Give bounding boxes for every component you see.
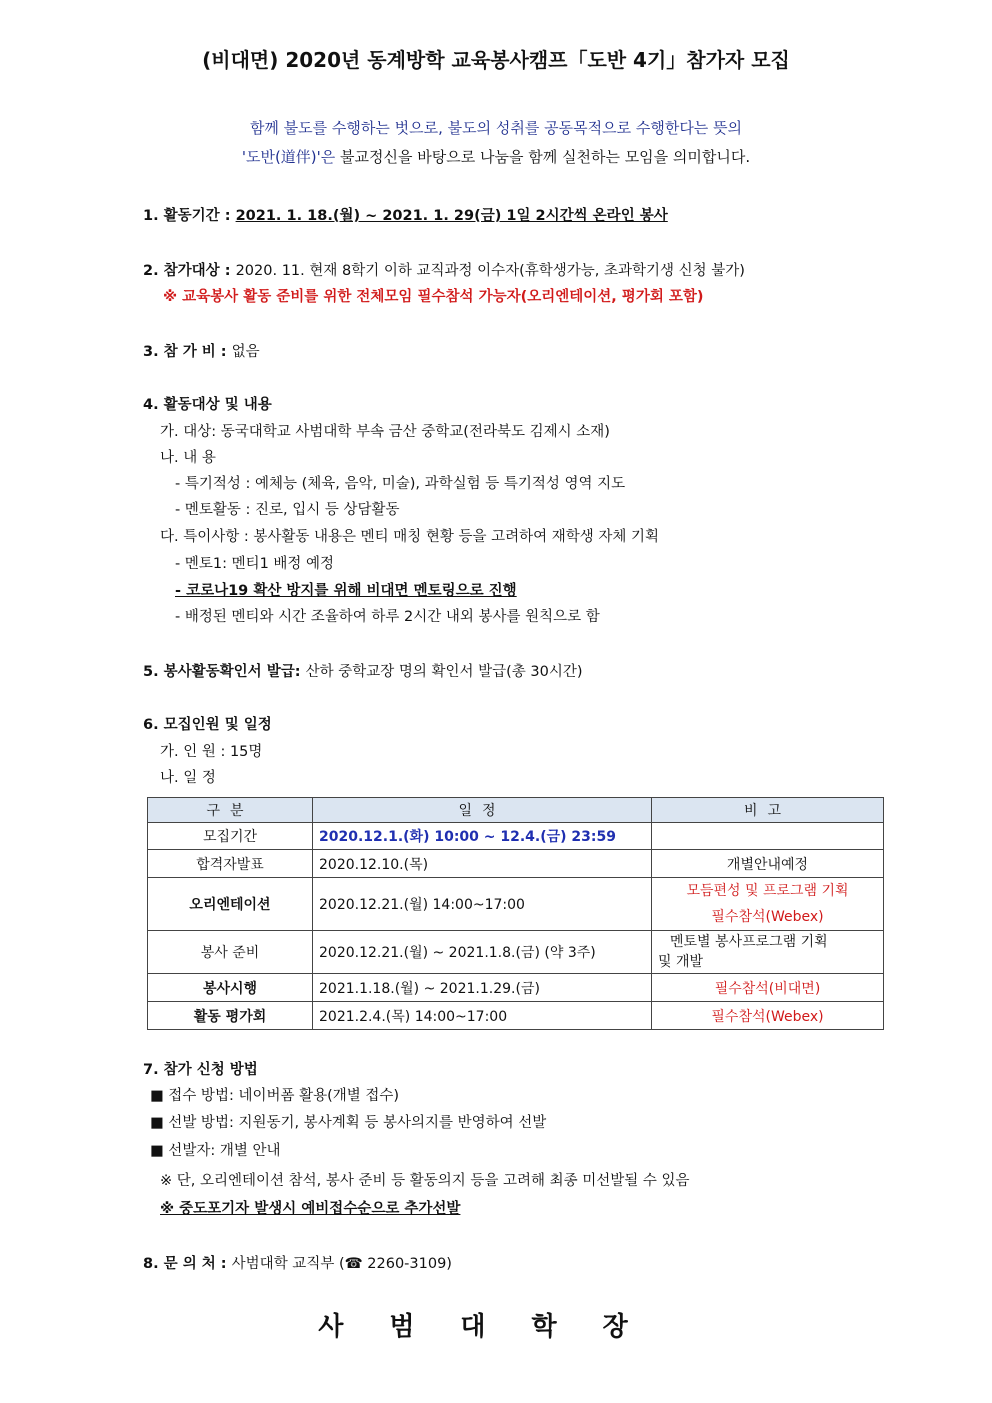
section-7-item: ■ 접수 방법: 네이버폼 활용(개별 접수) <box>150 1088 400 1104</box>
table-header: 일정 <box>313 798 652 823</box>
row-note: 필수참석(비대면) <box>652 974 884 1002</box>
table-header: 비고 <box>652 798 884 823</box>
table-row <box>148 850 884 878</box>
table-row <box>148 878 884 931</box>
section-4-na-2: - 멘토활동 : 진로, 입시 등 상담활동 <box>175 502 400 518</box>
page-title: (비대면) 2020년 동계방학 교육봉사캠프「도반 4기」참가자 모집 <box>202 48 790 72</box>
row-note <box>652 823 884 850</box>
section-5 <box>143 660 583 681</box>
section-2-value: 2020. 11. 현재 8학기 이하 교직과정 이수자(휴학생가능, 초과학기생 신청 불가) <box>235 263 745 279</box>
section-4-da: 다. 특이사항 : 봉사활동 내용은 멘티 매칭 현황 등을 고려하여 재학생 자체 기획 <box>160 529 660 545</box>
row-date: 2021.1.18.(월) ~ 2021.1.29.(금) <box>313 974 652 1002</box>
section-8-label: 8. 문 의 처 : <box>143 1256 232 1272</box>
row-date: 2020.12.1.(화) 10:00 ~ 12.4.(금) 23:59 <box>313 823 652 850</box>
section-4-na: 나. 내 용 <box>160 450 216 466</box>
table-row <box>148 974 884 1002</box>
section-7-heading: 7. 참가 신청 방법 <box>143 1062 258 1078</box>
intro-term: '도반(道伴)'은 <box>241 148 336 166</box>
row-note: 개별안내예정 <box>652 850 884 878</box>
row-note <box>652 878 884 931</box>
section-4-heading: 4. 활동대상 및 내용 <box>143 397 272 413</box>
row-name: 모집기간 <box>148 823 313 850</box>
table-row <box>148 1002 884 1030</box>
section-4-na-1: - 특기적성 : 예체능 (체육, 음악, 미술), 과학실험 등 특기적성 영역 지도 <box>175 476 626 492</box>
row-name: 활동 평가회 <box>148 1002 313 1030</box>
section-2-label: 2. 참가대상 : <box>143 263 236 279</box>
section-3-value: 없음 <box>231 344 260 360</box>
intro-rest: 불교정신을 바탕으로 나눔을 함께 실천하는 모임을 의미합니다. <box>335 148 751 166</box>
row-note-line: 모듬편성 및 프로그램 기획 <box>686 883 849 899</box>
section-4-da-3: - 배정된 멘티와 시간 조율하여 하루 2시간 내외 봉사를 원칙으로 함 <box>175 609 600 625</box>
section-5-label: 5. 봉사활동확인서 발급: <box>143 664 306 680</box>
section-1-value: 2021. 1. 18.(월) ~ 2021. 1. 29(금) 1일 2시간씩 온라인 봉사 <box>235 208 668 224</box>
section-6-ga: 가. 인 원 : 15명 <box>160 744 263 760</box>
row-date: 2021.2.4.(목) 14:00~17:00 <box>313 1002 652 1030</box>
section-6-na: 나. 일 정 <box>160 770 216 786</box>
row-note-line: 멘토별 봉사프로그램 기획 <box>670 934 828 950</box>
row-name: 봉사시행 <box>148 974 313 1002</box>
section-8-value: 사범대학 교직부 (☎ 2260-3109) <box>231 1256 452 1272</box>
section-3 <box>143 340 260 361</box>
intro-line-2 <box>0 146 992 167</box>
section-6-heading: 6. 모집인원 및 일정 <box>143 717 272 733</box>
row-date: 2020.12.10.(목) <box>313 850 652 878</box>
table-row <box>148 931 884 974</box>
table-header: 구분 <box>148 798 313 823</box>
schedule-table <box>147 797 884 1030</box>
section-2-note: ※ 교육봉사 활동 준비를 위한 전체모임 필수참석 가능자(오리엔테이션, 평가회 포함) <box>163 289 704 305</box>
section-7-note-1: ※ 단, 오리엔테이션 참석, 봉사 준비 등 활동의지 등을 고려해 최종 미선발될 수 있음 <box>160 1173 690 1189</box>
section-5-value: 산하 중학교장 명의 확인서 발급(총 30시간) <box>305 664 583 680</box>
section-8 <box>143 1252 452 1273</box>
section-4-ga: 가. 대상: 동국대학교 사범대학 부속 금산 중학교(전라북도 김제시 소재) <box>160 424 610 440</box>
row-name: 봉사 준비 <box>148 931 313 974</box>
section-2 <box>143 259 745 280</box>
row-note-line: 필수참석(Webex) <box>711 909 824 925</box>
row-name: 오리엔테이션 <box>148 878 313 931</box>
closing-signature: 사범대학장 <box>318 1312 674 1342</box>
section-7-item: ■ 선발 방법: 지원동기, 봉사계획 등 봉사의지를 반영하여 선발 <box>150 1115 547 1131</box>
section-7-note-2: ※ 중도포기자 발생시 예비접수순으로 추가선발 <box>160 1201 461 1217</box>
table-header-row <box>148 798 884 823</box>
row-name: 합격자발표 <box>148 850 313 878</box>
row-note-line: 및 개발 <box>658 954 704 970</box>
intro-line-1: 함께 불도를 수행하는 벗으로, 불도의 성취를 공동목적으로 수행한다는 뜻의 <box>249 119 743 137</box>
row-note: 필수참석(Webex) <box>652 1002 884 1030</box>
section-1-label: 1. 활동기간 : <box>143 208 236 224</box>
section-3-label: 3. 참 가 비 : <box>143 344 232 360</box>
row-date: 2020.12.21.(월) 14:00~17:00 <box>313 878 652 931</box>
table-row <box>148 823 884 850</box>
row-note <box>652 931 884 974</box>
section-4-da-1: - 멘토1: 멘티1 배정 예정 <box>175 556 335 572</box>
section-7-item: ■ 선발자: 개별 안내 <box>150 1143 281 1159</box>
section-1 <box>143 204 668 225</box>
section-4-da-2: - 코로나19 확산 방지를 위해 비대면 멘토링으로 진행 <box>175 583 517 599</box>
row-date: 2020.12.21.(월) ~ 2021.1.8.(금) (약 3주) <box>313 931 652 974</box>
